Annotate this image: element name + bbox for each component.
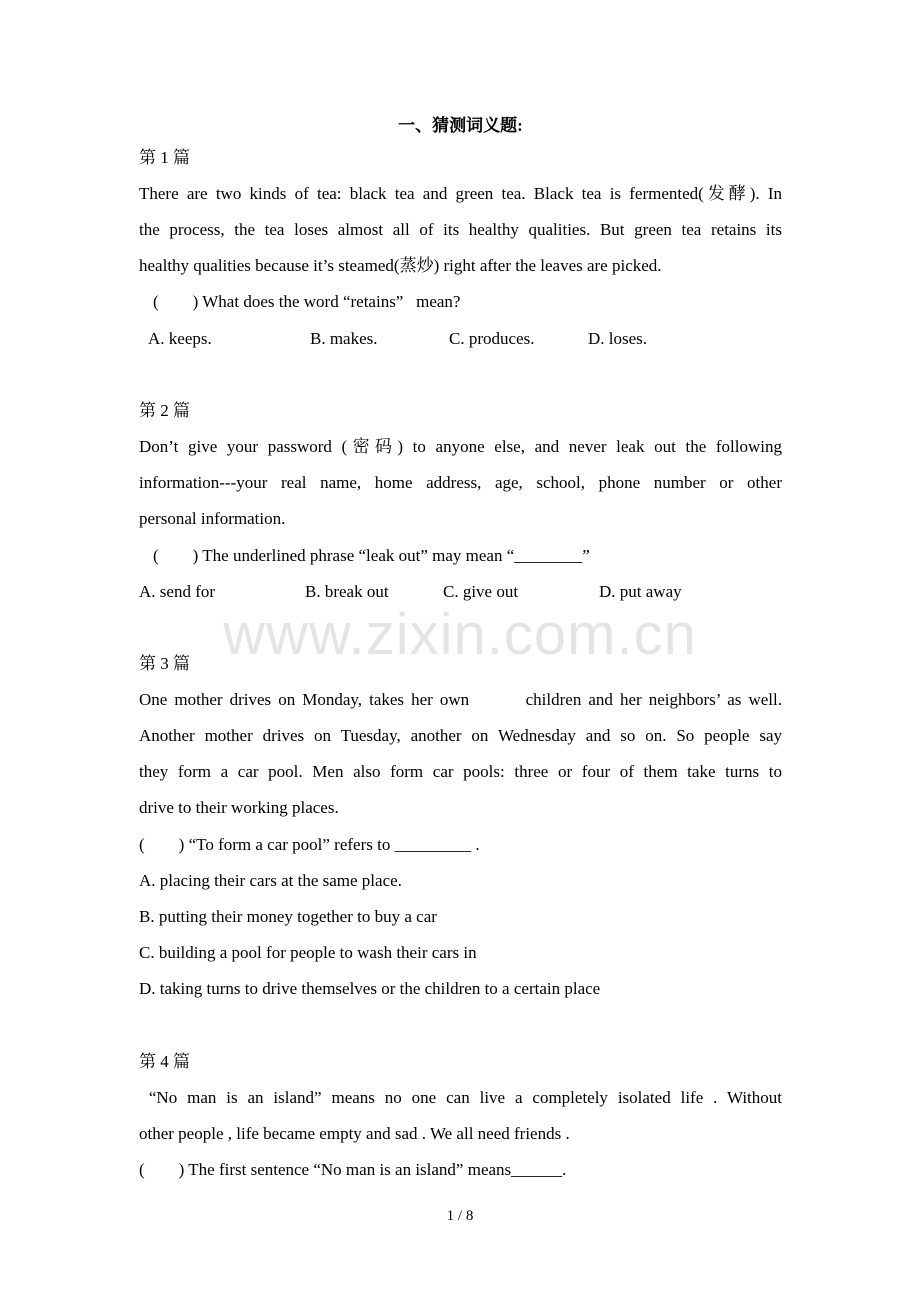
section-2-heading: 第 2 篇 [139,401,190,420]
section-3-option-c: C. building a pool for people to wash their cars in [139,943,477,962]
section-4-question: ( ) The first sentence “No man is an island” means______. [139,1160,567,1179]
section-3-option-b: B. putting their money together to buy a car [139,907,437,926]
section-4-passage-line-1: “No man is an island” means no one can live a completely isolated life . Without [139,1088,782,1107]
section-4-passage-line-2: other people , life became empty and sad . We all need friends . [139,1124,570,1143]
section-1-passage-line-3: healthy qualities because it’s steamed(蒸炒) right after the leaves are picked. [139,256,662,275]
section-2-option-a: A. send for [139,582,216,601]
section-2-option-d: D. put away [599,582,682,601]
section-3-passage-line-2: Another mother drives on Tuesday, another on Wednesday and so on. So people say [139,726,782,745]
section-3-option-d: D. taking turns to drive themselves or the children to a certain place [139,979,601,998]
watermark: www.zixin.com.cn [223,602,697,667]
section-1-heading: 第 1 篇 [139,148,190,167]
section-3-option-a: A. placing their cars at the same place. [139,871,402,890]
section-1-question: ( ) What does the word “retains” mean? [153,292,461,311]
document-page [139,0,782,1302]
section-2-passage-line-3: personal information. [139,509,286,528]
section-3-passage-line-3: they form a car pool. Men also form car pools: three or four of them take turns to [139,762,782,781]
section-3-heading: 第 3 篇 [139,654,190,673]
section-1-passage-line-1: There are two kinds of tea: black tea and green tea. Black tea is fermented(发酵). In [139,184,782,203]
section-2-option-b: B. break out [305,582,389,601]
section-3-passage-line-1: One mother drives on Monday, takes her own children and her neighbors’ as well. [139,690,782,709]
page-number: 1 / 8 [446,1208,474,1224]
section-1-passage-line-2: the process, the tea loses almost all of its healthy qualities. But green tea retains its [139,220,782,239]
section-1-option-a: A. keeps. [148,329,212,348]
section-3-question: ( ) “To form a car pool” refers to _________ . [139,835,480,854]
section-1-option-c: C. produces. [449,329,535,348]
section-3-passage-line-4: drive to their working places. [139,798,339,817]
section-2-question: ( ) The underlined phrase “leak out” may mean “________” [153,546,590,565]
section-2-passage-line-2: information---your real name, home address, age, school, phone number or other [139,473,782,492]
section-4-heading: 第 4 篇 [139,1052,190,1071]
section-title: 一、猜测词义题: [398,116,523,135]
section-2-option-c: C. give out [443,582,519,601]
section-1-option-b: B. makes. [310,329,378,348]
section-2-passage-line-1: Don’t give your password (密码) to anyone else, and never leak out the following [139,437,782,456]
section-1-option-d: D. loses. [588,329,648,348]
